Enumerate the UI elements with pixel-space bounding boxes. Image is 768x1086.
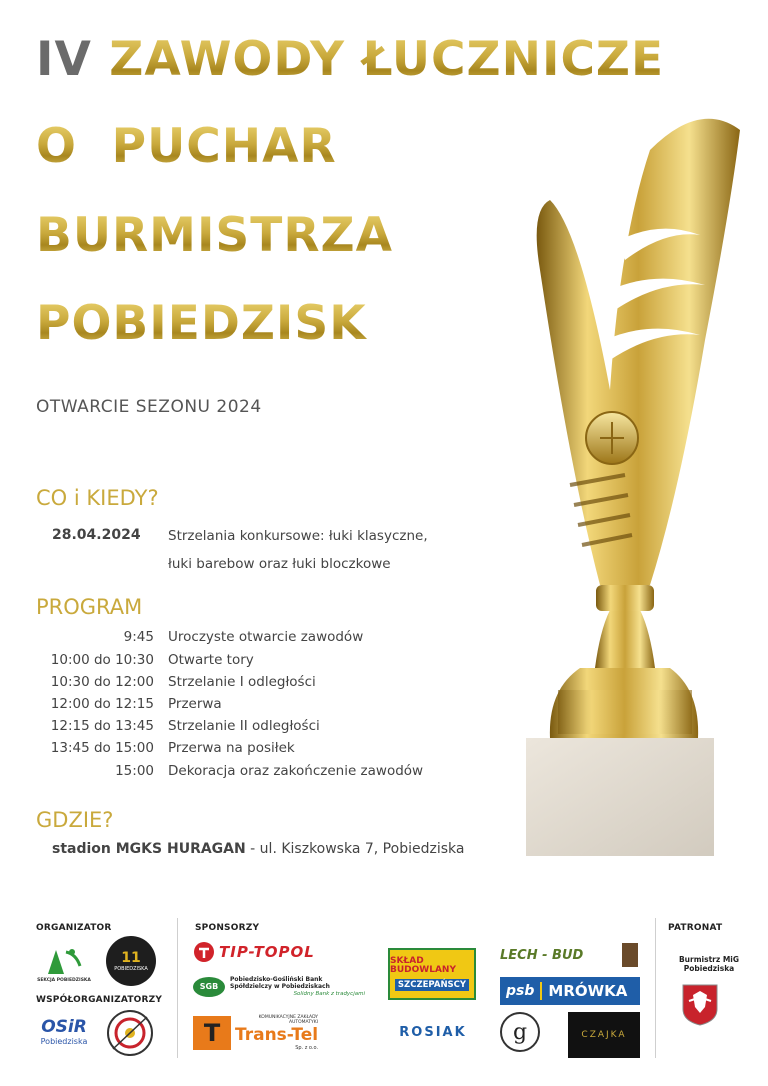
patron-name: Burmistrz MiG Pobiedziska — [678, 954, 740, 973]
lechbud-door-icon — [620, 941, 640, 969]
footer-divider — [177, 918, 178, 1058]
event-desc-line-1: Strzelania konkursowe: łuki klasyczne, — [168, 528, 428, 544]
season-subtitle: OTWARCIE SEZONU 2024 — [36, 397, 262, 417]
program-time: 10:30 do 12:00 — [50, 674, 154, 690]
target-icon — [105, 1009, 155, 1057]
where-heading: GDZIE? — [36, 808, 114, 832]
program-item: Otwarte tory — [168, 652, 254, 668]
logo-trans-tel: T KOMUNIKACYJNE ZAKŁADY AUTOMATYKI Trans-Tel Sp. z o.o. — [193, 1012, 361, 1054]
logo-sekcja-pobiedziska: SEKCJA POBIEDZISKA — [34, 938, 94, 988]
program-heading: PROGRAM — [36, 595, 143, 619]
title-line-3: BURMISTRZA — [36, 208, 393, 263]
title-main-text: ZAWODY ŁUCZNICZE — [109, 32, 665, 87]
logo-rosiak: ROSIAK — [399, 1024, 467, 1040]
logo-lech-bud: LECH - BUD — [500, 940, 640, 970]
logo-sgb-bank: SGB Pobiedzisko-Gośliński Bank Spółdzielczy w Pobiedziskach Solidny Bank z tradycjami — [193, 970, 368, 1004]
logo-czajka: CZAJKA — [568, 1012, 640, 1058]
title-line-4: POBIEDZISK — [36, 296, 367, 351]
logo-szczepanscy: SKŁAD BUDOWLANY SZCZEPAŃSCY — [388, 948, 476, 1000]
event-date: 28.04.2024 — [52, 527, 141, 543]
logo-psb-mrowka: psb MRÓWKA — [500, 977, 640, 1005]
program-item: Strzelanie I odległości — [168, 674, 316, 690]
logo-tip-topol: TIP-TOPOL — [193, 940, 328, 964]
program-time: 12:00 do 12:15 — [50, 696, 154, 712]
logo-11-pobiedziska: 11 POBIEDZISKA — [106, 936, 156, 986]
program-item: Uroczyste otwarcie zawodów — [168, 629, 364, 645]
program-item: Przerwa na posiłek — [168, 740, 295, 756]
program-time: 13:45 do 15:00 — [50, 740, 154, 756]
archer-icon — [42, 944, 86, 978]
program-item: Dekoracja oraz zakończenie zawodów — [168, 763, 424, 779]
program-item: Przerwa — [168, 696, 222, 712]
logo-g-circle: g — [500, 1012, 540, 1052]
program-item: Strzelanie II odległości — [168, 718, 320, 734]
event-desc-line-2: łuki barebow oraz łuki bloczkowe — [168, 556, 391, 572]
logo-osir: OSiR Pobiedziska — [40, 1016, 88, 1046]
logo-archery-association — [104, 1008, 156, 1058]
program-time: 15:00 — [115, 763, 154, 779]
transtel-mark-icon: T — [193, 1016, 231, 1050]
venue-address — [52, 841, 464, 857]
trophy-marble-base — [526, 738, 714, 856]
title-line-2: O PUCHAR — [36, 119, 337, 174]
program-time: 9:45 — [123, 629, 154, 645]
pobiedziska-coat-of-arms — [680, 982, 720, 1028]
footer-divider — [655, 918, 656, 1058]
venue-name: stadion MGKS HURAGAN — [52, 841, 246, 857]
sponsors-label: SPONSORZY — [195, 923, 260, 933]
title-roman-numeral: IV — [36, 32, 92, 87]
program-time: 12:15 do 13:45 — [50, 718, 154, 734]
coat-of-arms-icon — [681, 983, 719, 1027]
title-line-1 — [36, 32, 665, 87]
what-when-heading: CO i KIEDY? — [36, 486, 159, 510]
tiptopol-mark-icon — [193, 941, 215, 963]
trophy-stem — [595, 610, 655, 668]
trophy-image — [500, 90, 750, 860]
coorganizers-label: WSPÓŁORGANIZATORZY — [36, 995, 163, 1005]
patronage-label: PATRONAT — [668, 923, 723, 933]
venue-street: - ul. Kiszkowska 7, Pobiedziska — [245, 841, 465, 857]
trophy-cup — [537, 119, 740, 585]
program-time: 10:00 do 10:30 — [50, 652, 154, 668]
organizer-label: ORGANIZATOR — [36, 923, 112, 933]
